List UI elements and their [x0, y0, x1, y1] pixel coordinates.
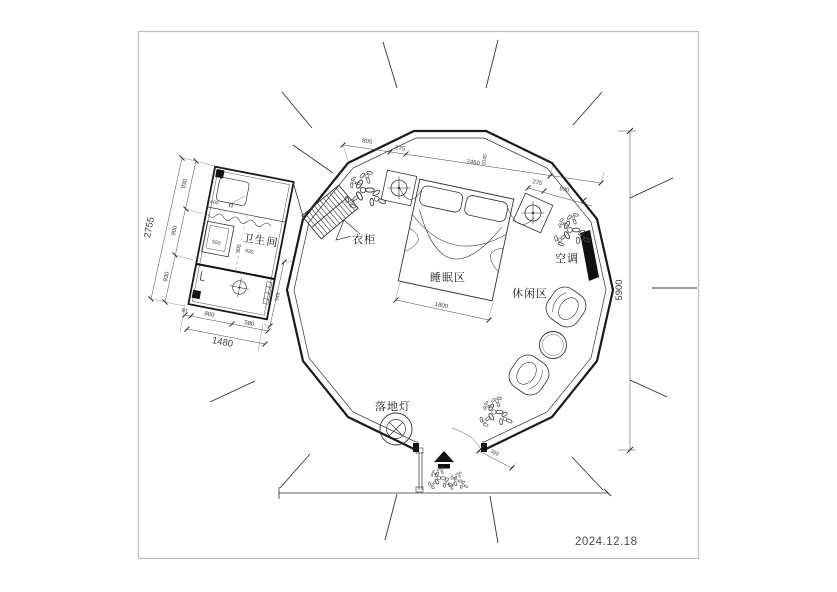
dim-top-805: 805 — [361, 138, 373, 146]
dim-bath-90: 90 — [180, 307, 188, 315]
dim-right-690: 690 — [558, 186, 570, 194]
dim-top-1045: 1045 — [481, 153, 489, 166]
dim-bath-945: 945 — [274, 291, 282, 302]
dim-bath-800: 800 — [203, 311, 215, 319]
dim-bath-400: 400 — [209, 199, 220, 207]
entrance-post-right — [481, 443, 487, 452]
dim-left-930a: 930 — [181, 178, 189, 190]
dim-right-275: 275 — [531, 179, 543, 187]
dim-bath-930i: 930 — [244, 248, 255, 256]
wall-pier — [215, 169, 224, 178]
drawing-date: 2024.12.18 — [575, 536, 638, 548]
dim-top-275: 275 — [394, 145, 406, 153]
sleeping-area-label: 睡眠区 — [430, 272, 466, 284]
air-conditioner-label: 空调 — [555, 253, 579, 265]
dim-left-2755: 2755 — [142, 216, 157, 239]
dim-left-900: 900 — [171, 225, 179, 237]
dim-bath-1480: 1480 — [211, 335, 234, 350]
wardrobe-label: 衣柜 — [352, 234, 376, 246]
dim-entrance-360: 360 — [489, 448, 500, 458]
dim-left-930b: 930 — [163, 271, 171, 283]
dim-height-5900: 5900 — [614, 279, 625, 301]
dim-bath-580: 580 — [243, 320, 255, 328]
bathroom-label: 卫生间 — [241, 232, 280, 250]
wall-pier — [192, 290, 201, 299]
dim-top-2460: 2460 — [466, 159, 481, 167]
leisure-area-label: 休闲区 — [512, 288, 548, 300]
dim-bath-550: 550 — [211, 239, 222, 247]
dim-bed-1800: 1800 — [434, 301, 449, 311]
floor-lamp-label: 落地灯 — [375, 401, 411, 413]
dim-bath-900i: 900 — [235, 243, 243, 254]
